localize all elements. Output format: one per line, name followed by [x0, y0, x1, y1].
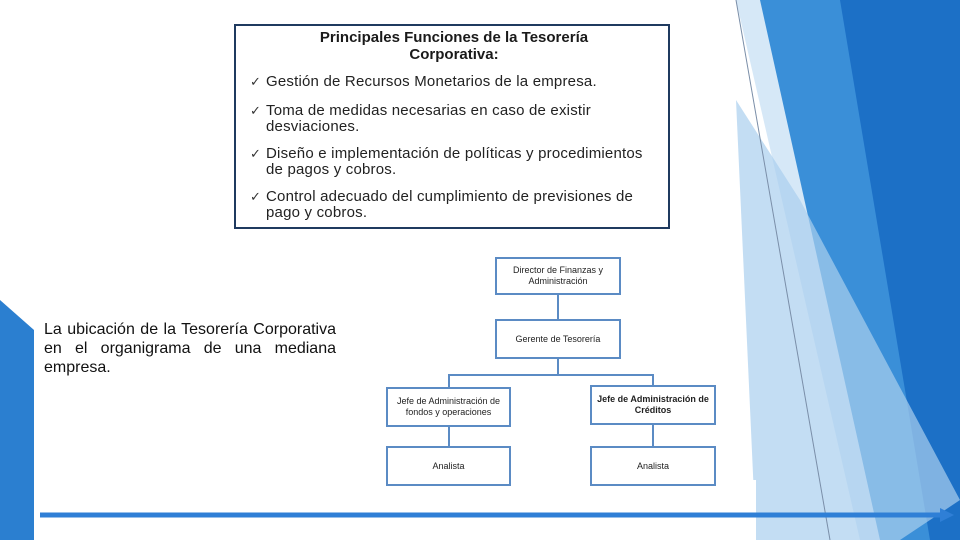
org-node-label: Analista	[636, 460, 670, 471]
org-node-label: Jefe de Administración de fondos y operaciones	[396, 396, 501, 417]
function-item-text: Toma de medidas necesarias en caso de existir desviaciones.	[266, 102, 591, 135]
function-item-text: Diseño e implementación de políticas y procedimientos de pagos y cobros.	[266, 145, 643, 178]
arrow-head-icon	[940, 508, 954, 522]
org-node-label: Jefe de Administración de Créditos	[597, 394, 709, 415]
org-node-label: Director de Finanzas y Administración	[512, 265, 604, 286]
checkmark-icon: ✓	[250, 74, 262, 89]
checkmark-icon: ✓	[250, 146, 262, 161]
checkmark-icon: ✓	[250, 189, 262, 204]
function-item-text: Control adecuado del cumplimiento de previsiones de pago y cobros.	[266, 188, 634, 221]
location-description: La ubicación de la Tesorería Corporativa en el organigrama de una mediana empresa.	[44, 321, 336, 376]
function-item-text: Gestión de Recursos Monetarios de la empresa.	[266, 73, 597, 90]
org-node-label: Gerente de Tesorería	[515, 333, 601, 344]
org-node-label: Analista	[432, 460, 465, 471]
checkmark-icon: ✓	[250, 103, 262, 118]
functions-title: Principales Funciones de la Tesorería Corporativa:	[319, 29, 589, 63]
